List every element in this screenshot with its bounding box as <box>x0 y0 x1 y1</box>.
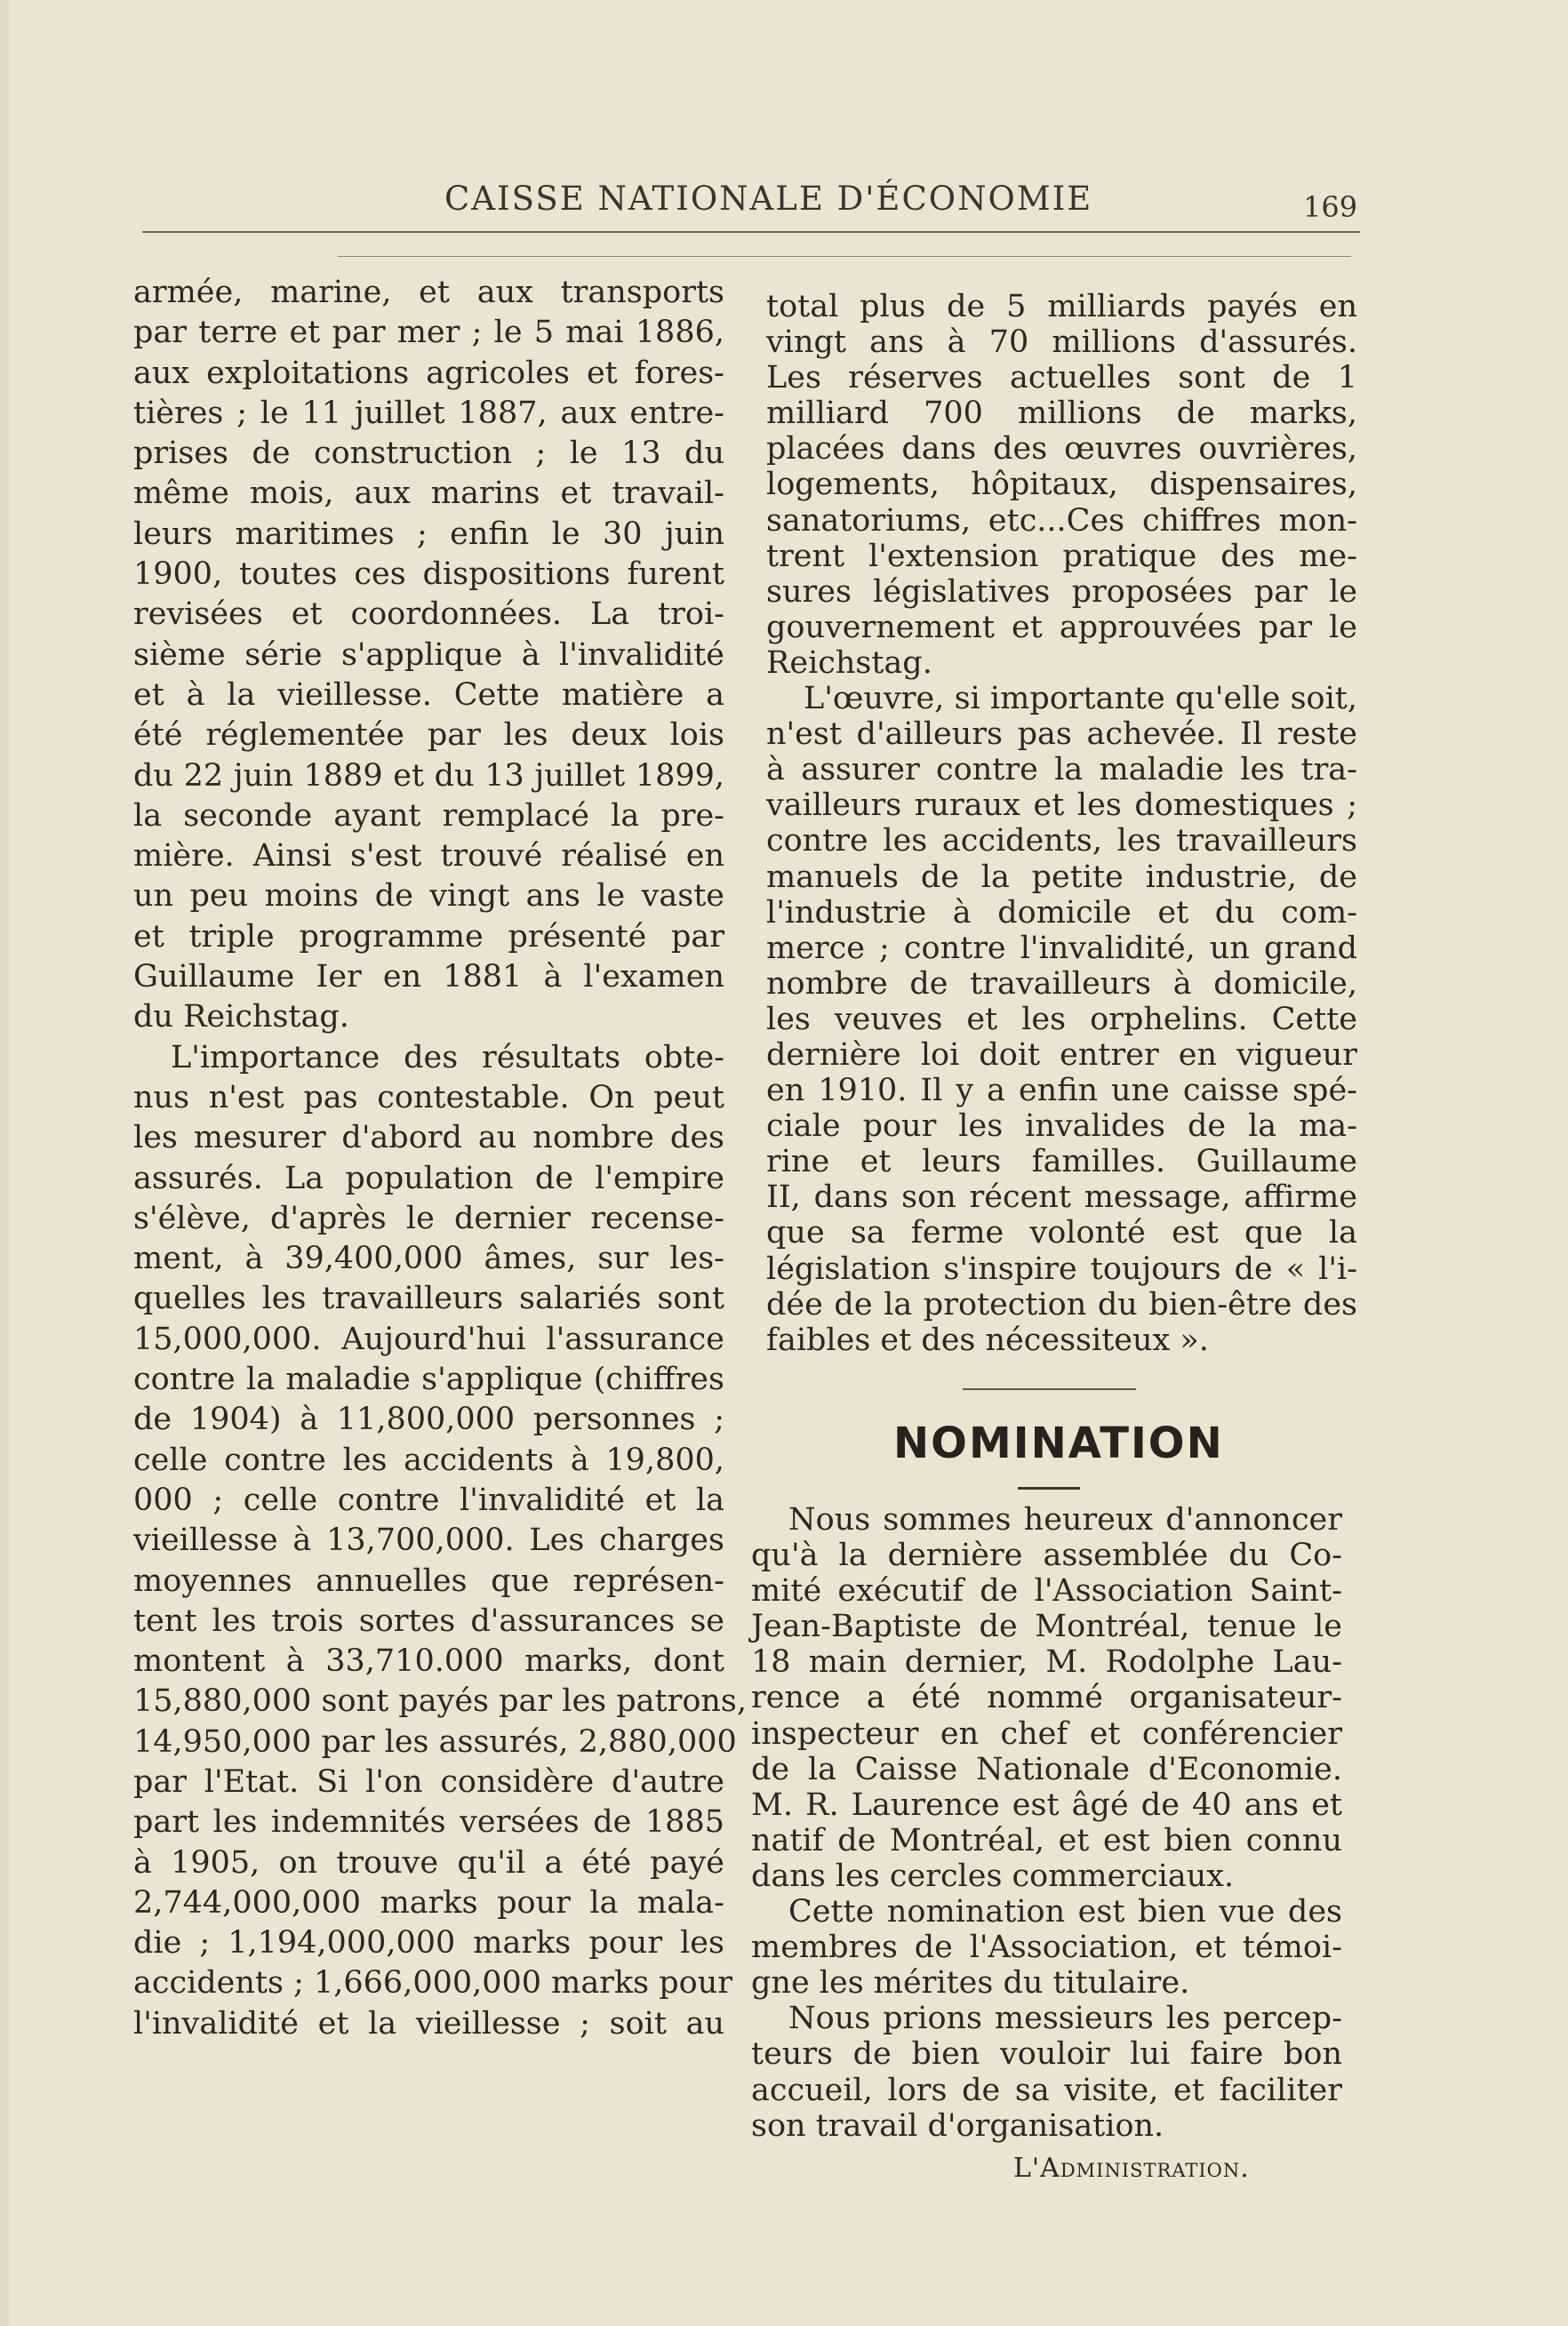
section-heading: NOMINATION <box>893 1419 1224 1468</box>
text-line: tières ; le 11 juillet 1887, aux entre- <box>133 395 724 431</box>
text-line: un peu moins de vingt ans le vaste <box>133 878 724 915</box>
text-line: de 1904) à 11,800,000 personnes ; <box>133 1402 724 1438</box>
text-line: vingt ans à 70 millions d'assurés. <box>766 324 1357 361</box>
text-line: logements, hôpitaux, dispensaires, <box>766 467 1357 503</box>
text-line: ment, à 39,400,000 âmes, sur les- <box>133 1241 724 1277</box>
text-line: vailleurs ruraux et les domestiques ; <box>766 787 1357 824</box>
text-line: nombre de travailleurs à domicile, <box>766 965 1357 1002</box>
text-line: milliard 700 millions de marks, <box>766 396 1357 432</box>
text-line: les mesurer d'abord au nombre des <box>133 1120 724 1156</box>
text-line: et triple programme présenté par <box>133 918 724 955</box>
page-edge <box>0 0 9 2326</box>
text-line: par terre et par mer ; le 5 mai 1886, <box>133 315 724 351</box>
text-line: dans les cercles commerciaux. <box>751 1858 1235 1894</box>
text-line: la seconde ayant remplacé la pre- <box>133 797 724 834</box>
text-line: rence a été nommé organisateur- <box>751 1680 1342 1716</box>
text-line: Nous sommes heureux d'annoncer <box>788 1502 1342 1538</box>
text-line: l'industrie à domicile et du com- <box>766 894 1357 931</box>
text-line: Cette nomination est bien vue des <box>788 1894 1342 1930</box>
text-line: accidents ; 1,666,000,000 marks pour <box>133 1965 733 2002</box>
page-number: 169 <box>1303 190 1358 224</box>
heading-underline <box>1018 1487 1080 1490</box>
text-line: die ; 1,194,000,000 marks pour les <box>133 1925 724 1962</box>
text-line: armée, marine, et aux transports <box>133 275 724 310</box>
text-line: gouvernement et approuvées par le <box>766 609 1357 645</box>
text-line: manuels de la petite industrie, de <box>766 859 1357 895</box>
text-line: 14,950,000 par les assurés, 2,880,000 <box>133 1723 737 1760</box>
text-line: L'importance des résultats obte- <box>171 1039 724 1075</box>
text-line: quelles les travailleurs salariés sont <box>133 1281 724 1317</box>
running-head: CAISSE NATIONALE D'ÉCONOMIE <box>444 180 1093 218</box>
text-line: accueil, lors de sa visite, et faciliter <box>751 2072 1342 2108</box>
text-line: du 22 juin 1889 et du 13 juillet 1899, <box>133 757 724 794</box>
text-line: leurs maritimes ; enfin le 30 juin <box>133 516 724 552</box>
text-line: moyennes annuelles que représen- <box>133 1563 724 1599</box>
text-line: à 1905, on trouve qu'il a été payé <box>133 1844 724 1881</box>
text-line: rine et leurs familles. Guillaume <box>766 1144 1357 1180</box>
text-line: 2,744,000,000 marks pour la mala- <box>133 1884 724 1921</box>
text-line: part les indemnités versées de 1885 <box>133 1804 724 1841</box>
text-line: législation s'inspire toujours de « l'i- <box>766 1251 1357 1287</box>
text-line: sanatoriums, etc...Ces chiffres mon- <box>766 502 1357 539</box>
text-line: inspecteur en chef et conférencier <box>751 1715 1342 1752</box>
text-line: ciale pour les invalides de la ma- <box>766 1108 1357 1145</box>
text-line: vieillesse à 13,700,000. Les charges <box>133 1523 724 1559</box>
left-column <box>133 273 748 2044</box>
text-line: dernière loi doit entrer en vigueur <box>766 1036 1357 1073</box>
text-line: Nous prions messieurs les percep- <box>788 2001 1342 2037</box>
text-line: s'élève, d'après le dernier recense- <box>133 1200 724 1236</box>
header-rule <box>142 231 1360 233</box>
text-line: membres de l'Association, et témoi- <box>751 1930 1342 1966</box>
text-line: tent les trois sortes d'assurances se <box>133 1603 724 1639</box>
text-line: aux exploitations agricoles et fores- <box>133 355 724 391</box>
text-line: n'est d'ailleurs pas achevée. Il reste <box>766 716 1357 753</box>
text-line: sième série s'applique à l'invalidité <box>133 636 724 673</box>
text-line: les veuves et les orphelins. Cette <box>766 1001 1357 1037</box>
text-line: mière. Ainsi s'est trouvé réalisé en <box>133 838 724 875</box>
text-line: 18 main dernier, M. Rodolphe Lau- <box>751 1644 1342 1681</box>
text-line: merce ; contre l'invalidité, un grand <box>766 930 1357 966</box>
text-line: montent à 33,710.000 marks, dont <box>133 1643 724 1680</box>
signature: L'Administration. <box>1013 2153 1250 2184</box>
text-line: Reichstag. <box>766 644 932 681</box>
text-line: assurés. La population de l'empire <box>133 1160 724 1196</box>
text-line: gne les mérites du titulaire. <box>751 1965 1190 2002</box>
text-line: son travail d'organisation. <box>751 2107 1164 2144</box>
text-line: II, dans son récent message, affirme <box>766 1179 1357 1216</box>
text-line: nus n'est pas contestable. On peut <box>133 1079 724 1115</box>
text-line: natif de Montréal, et est bien connu <box>751 1822 1342 1858</box>
text-line: 15,880,000 sont payés par les patrons, <box>133 1683 748 1720</box>
text-line: par l'Etat. Si l'on considère d'autre <box>133 1763 724 1800</box>
section-divider <box>963 1388 1136 1390</box>
text-line: que sa ferme volonté est que la <box>766 1215 1357 1251</box>
text-line: revisées et coordonnées. La troi- <box>133 596 724 633</box>
text-line: dée de la protection du bien-être des <box>766 1286 1357 1323</box>
header-rule-secondary <box>338 256 1351 257</box>
text-line: même mois, aux marins et travail- <box>133 476 724 512</box>
text-line: et à la vieillesse. Cette matière a <box>133 676 724 713</box>
right-column <box>766 289 1357 1358</box>
text-line: faibles et des nécessiteux ». <box>766 1322 1209 1358</box>
text-line: 1900, toutes ces dispositions furent <box>133 556 724 593</box>
text-line: été réglementée par les deux lois <box>133 717 724 754</box>
text-line: Jean-Baptiste de Montréal, tenue le <box>751 1609 1342 1645</box>
text-line: trent l'extension pratique des me- <box>766 538 1357 574</box>
text-line: total plus de 5 milliards payés en <box>766 289 1357 324</box>
text-line: mité exécutif de l'Association Saint- <box>751 1573 1342 1610</box>
text-line: celle contre les accidents à 19,800, <box>133 1442 724 1478</box>
text-line: Guillaume Ier en 1881 à l'examen <box>133 959 724 995</box>
nomination-body <box>751 1502 1342 2144</box>
text-line: contre les accidents, les travailleurs <box>766 823 1357 859</box>
text-line: sures législatives proposées par le <box>766 573 1357 610</box>
text-line: Les réserves actuelles sont de 1 <box>766 360 1357 396</box>
text-line: teurs de bien vouloir lui faire bon <box>751 2036 1342 2073</box>
text-line: à assurer contre la maladie les tra- <box>766 752 1357 788</box>
text-line: l'invalidité et la vieillesse ; soit au <box>133 2005 724 2042</box>
text-line: L'œuvre, si importante qu'elle soit, <box>804 681 1357 717</box>
text-line: qu'à la dernière assemblée du Co- <box>751 1538 1342 1574</box>
text-line: placées dans des œuvres ouvrières, <box>766 431 1357 468</box>
text-line: M. R. Laurence est âgé de 40 ans et <box>751 1786 1342 1823</box>
text-line: 15,000,000. Aujourd'hui l'assurance <box>133 1321 724 1357</box>
text-line: du Reichstag. <box>133 999 349 1035</box>
text-line: contre la maladie s'applique (chiffres <box>133 1362 724 1398</box>
text-line: en 1910. Il y a enfin une caisse spé- <box>766 1073 1357 1109</box>
text-line: de la Caisse Nationale d'Economie. <box>751 1751 1342 1787</box>
text-line: 000 ; celle contre l'invalidité et la <box>133 1482 724 1518</box>
text-line: prises de construction ; le 13 du <box>133 436 724 472</box>
